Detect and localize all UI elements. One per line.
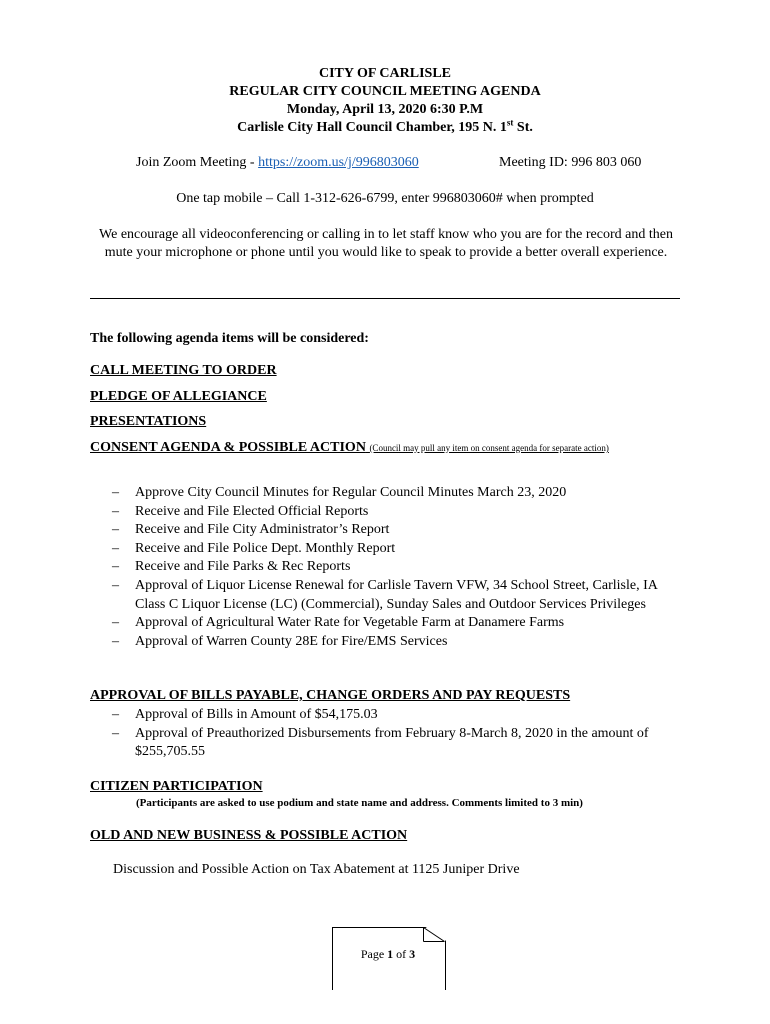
citizen-note: (Participants are asked to use podium and state name and address. Comments limited to 3 min) — [136, 797, 583, 809]
list-item: – Approval of Bills in Amount of $54,175.03 — [112, 707, 378, 722]
list-item: – Receive and File Parks & Rec Reports — [112, 559, 351, 575]
section-old-new-business: OLD AND NEW BUSINESS & POSSIBLE ACTION — [90, 828, 408, 843]
city-name: CITY OF CARLISLE — [319, 66, 451, 81]
list-item: – Approval of Warren County 28E for Fire/EMS Services — [112, 633, 448, 649]
list-item: – Receive and File Elected Official Reports — [112, 503, 369, 519]
list-item: – Receive and File City Administrator’s Report — [112, 522, 390, 538]
meeting-id: Meeting ID: 996 803 060 — [499, 155, 642, 170]
business-item: Discussion and Possible Action on Tax Abatement at 1125 Juniper Drive — [113, 862, 520, 877]
zoom-link[interactable]: https://zoom.us/j/996803060 — [258, 155, 419, 170]
list-item: – Receive and File Police Dept. Monthly Report — [112, 540, 396, 556]
agenda-intro: The following agenda items will be considered: — [90, 331, 369, 346]
section-citizen-participation: CITIZEN PARTICIPATION — [90, 779, 263, 794]
zoom-label: Join Zoom Meeting - — [136, 155, 259, 170]
phone-line: One tap mobile – Call 1-312-626-6799, enter 996803060# when prompted — [176, 191, 594, 206]
divider-line — [90, 298, 680, 299]
section-presentations: PRESENTATIONS — [90, 414, 207, 429]
bills-items-list — [112, 706, 682, 762]
zoom-line — [136, 154, 419, 172]
list-item: – Approve City Council Minutes for Regular Council Minutes March 23, 2020 — [112, 485, 567, 500]
section-pledge: PLEDGE OF ALLEGIANCE — [90, 389, 267, 404]
list-item: – Approval of Liquor License Renewal for Carlisle Tavern VFW, 34 School Street, Carlisle, IA Class C Liquor License (LC) (Commercial), Sunday Sales and Outdoor Services Privileges — [112, 577, 658, 612]
list-item: – Approval of Preauthorized Disbursements from February 8-March 8, 2020 in the amount of $255,705.55 — [112, 725, 649, 760]
consent-note: (Council may pull any item on consent agenda for separate action) — [369, 443, 609, 453]
page-number: Page 1 of 3 — [360, 947, 416, 961]
section-call-to-order: CALL MEETING TO ORDER — [90, 363, 277, 378]
encourage-paragraph: We encourage all videoconferencing or calling in to let staff know who you are for the record and then mute your microphone or phone until you would like to speak to provide a better overall experience. — [99, 227, 673, 260]
section-consent-agenda: CONSENT AGENDA & POSSIBLE ACTION (Council may pull any item on consent agenda for separate action) — [90, 440, 609, 455]
agenda-title: REGULAR CITY COUNCIL MEETING AGENDA — [229, 84, 541, 99]
section-bills-payable: APPROVAL OF BILLS PAYABLE, CHANGE ORDERS AND PAY REQUESTS — [90, 688, 571, 703]
meeting-date: Monday, April 13, 2020 6:30 P.M — [286, 102, 484, 117]
meeting-location: Carlisle City Hall Council Chamber, 195 N. 1st St. — [237, 117, 533, 135]
page-fold-corner — [423, 927, 445, 942]
list-item: – Approval of Agricultural Water Rate for Vegetable Farm at Danamere Farms — [112, 615, 565, 631]
consent-items-list — [112, 484, 682, 651]
